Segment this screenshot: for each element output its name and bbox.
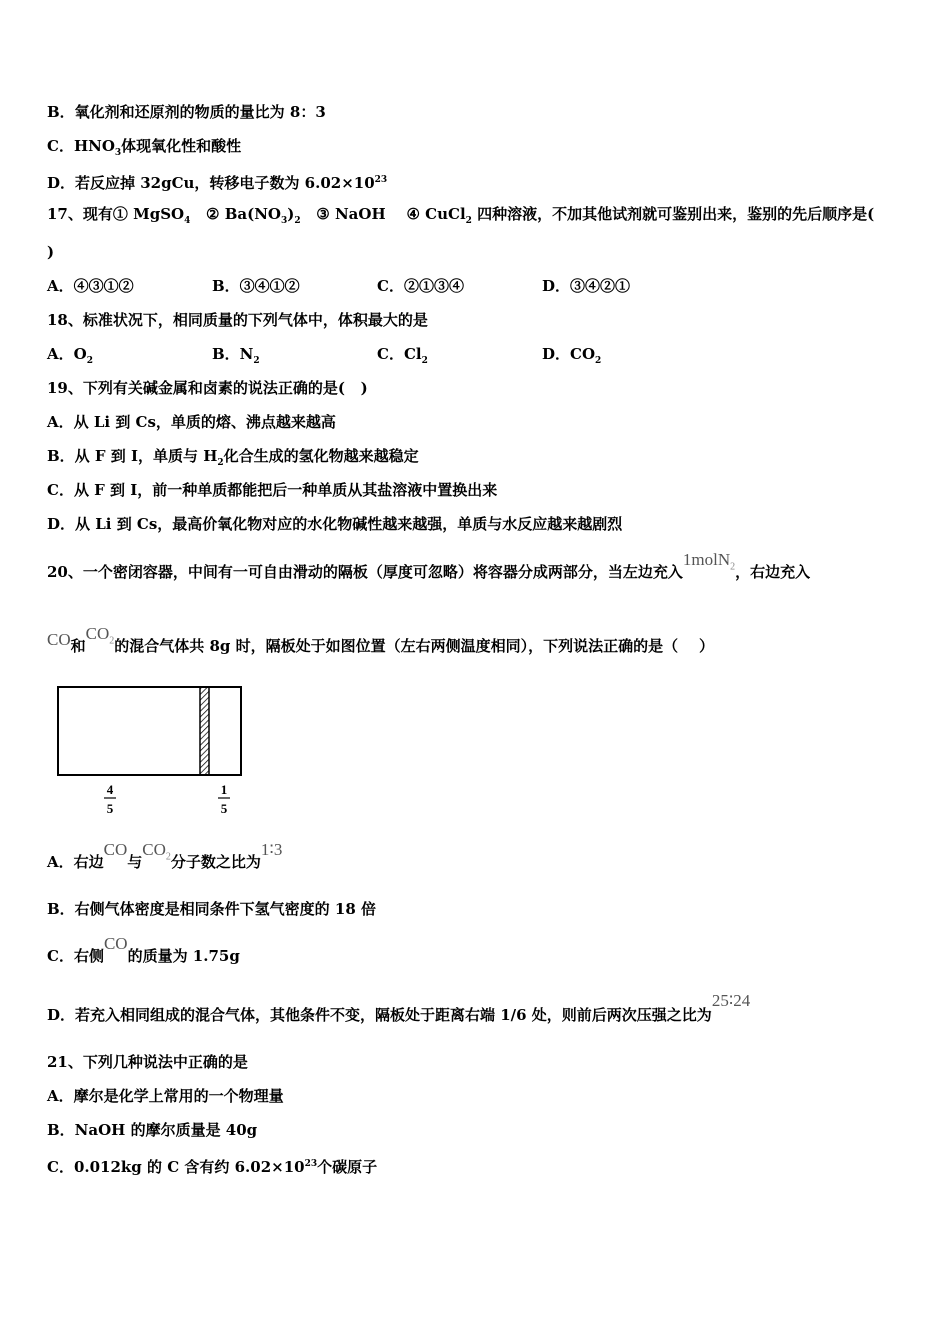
q17-option-a: A．④③①② — [47, 277, 134, 295]
q20-option-c: C．右侧CO的质量为 1.75g — [47, 934, 240, 965]
q19-option-c: C．从 F 到 I，前一种单质都能把后一种单质从其盐溶液中置换出来 — [47, 481, 498, 499]
q21-stem: 21、下列几种说法中正确的是 — [47, 1053, 248, 1071]
q19-option-b: B．从 F 到 I，单质与 $H_2$化合生成的氢化物越来越稳定 — [47, 447, 419, 468]
q17-options — [47, 276, 630, 296]
q18-option-c: C．$Cl_2$ — [377, 345, 428, 366]
right-fraction-denominator: 5 — [220, 801, 228, 816]
right-fraction-numerator: 1 — [220, 782, 228, 797]
q18-option-a: A．$O_2$ — [47, 345, 93, 366]
q18-stem: 18、标准状况下，相同质量的下列气体中，体积最大的是 — [47, 311, 428, 329]
q20-formula-co2: $CO_2$ — [85, 624, 115, 647]
q21-option-a: A．摩尔是化学上常用的一个物理量 — [47, 1087, 284, 1105]
left-fraction-denominator: 5 — [106, 801, 114, 816]
q18-options — [47, 344, 601, 371]
q19-option-a: A．从 Li 到 Cs，单质的熔、沸点越来越高 — [47, 413, 336, 431]
container-diagram — [47, 683, 257, 823]
q20-a-formula-co: CO — [103, 840, 128, 859]
q20-c-formula-co: CO — [103, 934, 128, 953]
q19-stem: 19、下列有关碱金属和卤素的说法正确的是( ) — [47, 379, 368, 397]
q20-d-ratio: 25∶24 — [711, 991, 751, 1010]
q21-option-b: B．NaOH 的摩尔质量是 40g — [47, 1121, 258, 1139]
q18-option-b: B．$N_2$ — [212, 345, 260, 366]
q20-option-b: B．右侧气体密度是相同条件下氢气密度的 18 倍 — [47, 900, 376, 918]
q17-stem-continued: ) — [47, 243, 55, 261]
sliding-partition — [200, 687, 209, 775]
q20-formula-1moln2: 1molN$_2$ — [682, 550, 736, 573]
q17-option-d: D．③④②① — [542, 277, 631, 295]
q19-option-d: D．从 Li 到 Cs，最高价氧化物对应的水化物碱性越来越强，单质与水反应越来越剧烈 — [47, 515, 623, 533]
q18-option-d: D．$CO_2$ — [542, 345, 602, 366]
q16-option-b: B．氧化剂和还原剂的物质的量比为 8：3 — [47, 103, 326, 121]
q17-option-b: B．③④①② — [212, 277, 300, 295]
q16-option-d: D．若反应掉 32gCu，转移电子数为 $6.02\times 10^{23}$ — [47, 174, 388, 192]
q20-stem-line2: CO和$CO_2$的混合气体共 8g 时，隔板处于如图位置（左右两侧温度相同），下列说法正确的是（ ） — [47, 624, 715, 655]
container-outline — [58, 687, 241, 775]
q17-stem: 17、现有① MgSO$_4$ ② $Ba(NO_3)_2$ ③ NaOH ④ CuCl$_2$ 四种溶液，不加其他试剂就可鉴别出来，鉴别的先后顺序是( — [47, 205, 875, 226]
q20-container-figure — [47, 683, 257, 823]
q20-stem-line1: 20、一个密闭容器，中间有一可自由滑动的隔板（厚度可忽略）将容器分成两部分，当左边充入1molN$_2$，右边充入 — [47, 550, 811, 581]
q17-option-c: C．②①③④ — [377, 277, 464, 295]
q20-a-ratio: 1∶3 — [260, 840, 283, 859]
q16-option-c: C．$HNO_3$体现氧化性和酸性 — [47, 137, 242, 158]
left-fraction-numerator: 4 — [106, 782, 114, 797]
q21-option-c: C．0.012kg 的 C 含有约 $6.02\times 10^{23}$个碳原子 — [47, 1158, 378, 1176]
q20-formula-co: CO — [47, 630, 71, 649]
q20-option-d: D．若充入相同组成的混合气体，其他条件不变，隔板处于距离右端 1/6 处，则前后两次压强之比为25∶24 — [47, 991, 751, 1024]
q20-a-formula-co2: $CO_2$ — [142, 840, 171, 863]
q20-option-a: A．右边CO与$CO_2$分子数之比为1∶3 — [47, 840, 283, 871]
